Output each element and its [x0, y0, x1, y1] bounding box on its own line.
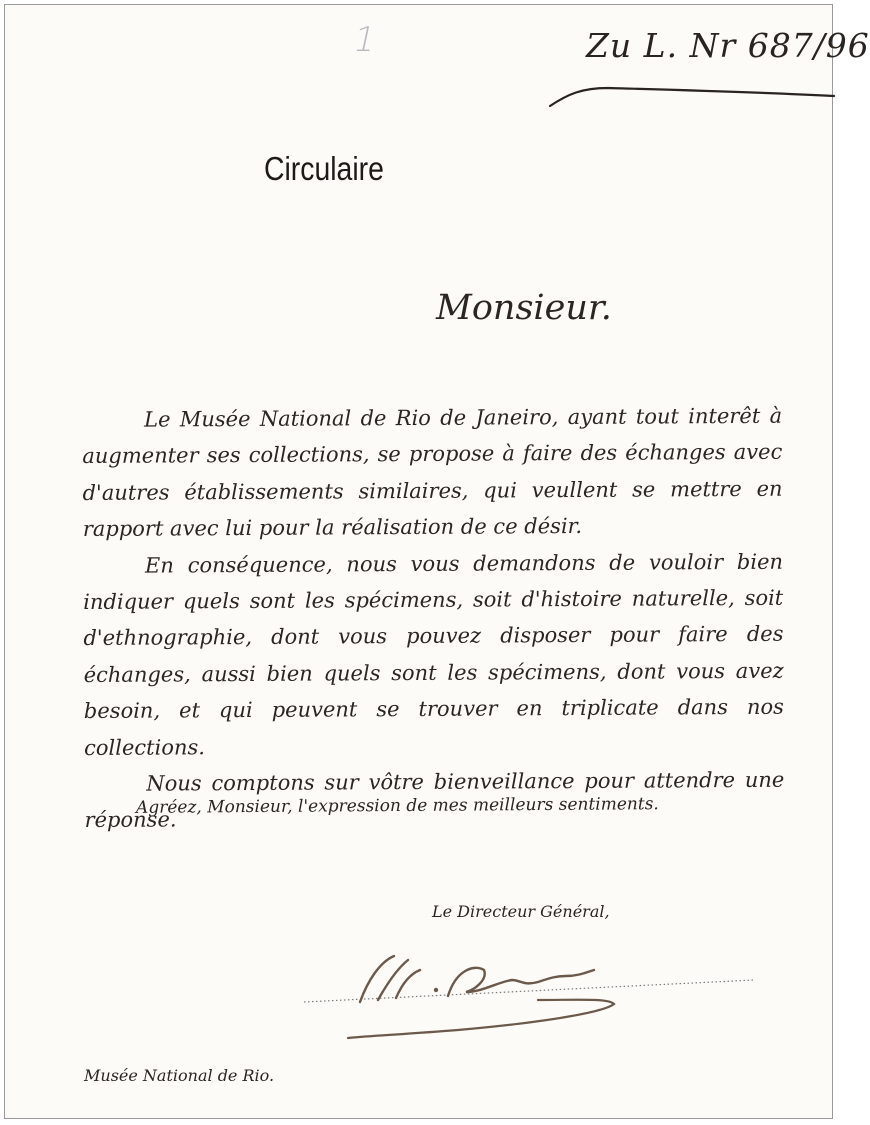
reference-number: Zu L. Nr 687/96: [586, 26, 870, 65]
body-paragraph: Nous comptons sur vôtre bienveillance pour attendre une réponse.: [84, 767, 785, 833]
closing-line: Agréez, Monsieur, l'expression de mes meilleurs sentiments.: [135, 794, 659, 818]
salutation: Monsieur.: [436, 288, 612, 328]
body-paragraph: En conséquence, nous vous demandons de vouloir bien indiquer quels sont les spécimens, soit d'histoire naturelle, soit d'ethnographie, dont vous pouvez disposer pour faire des échanges, aussi bien quels sont les spécimens, dont vous avez besoin, et qui peuvent se trouver en triplicate dans nos collections.: [83, 549, 784, 760]
page-title: Circulaire: [264, 150, 384, 187]
handwritten-signature: [298, 940, 768, 1050]
letter-body: [82, 398, 785, 839]
footer-institution: Musée National de Rio.: [84, 1066, 275, 1085]
reference-underline: [538, 64, 838, 116]
page-number: 1: [349, 20, 380, 60]
signature-block: [298, 940, 768, 1050]
body-paragraph: Le Musée National de Rio de Janeiro, ayant tout interêt à augmenter ses collections, se propose à faire des échanges avec d'autres établissements similaires, qui veullent se mettre en rapport avec lui pour la réalisation de ce désir.: [82, 403, 783, 542]
letter-page: [8, 8, 870, 1117]
signer-title: Le Directeur Général,: [432, 902, 610, 921]
